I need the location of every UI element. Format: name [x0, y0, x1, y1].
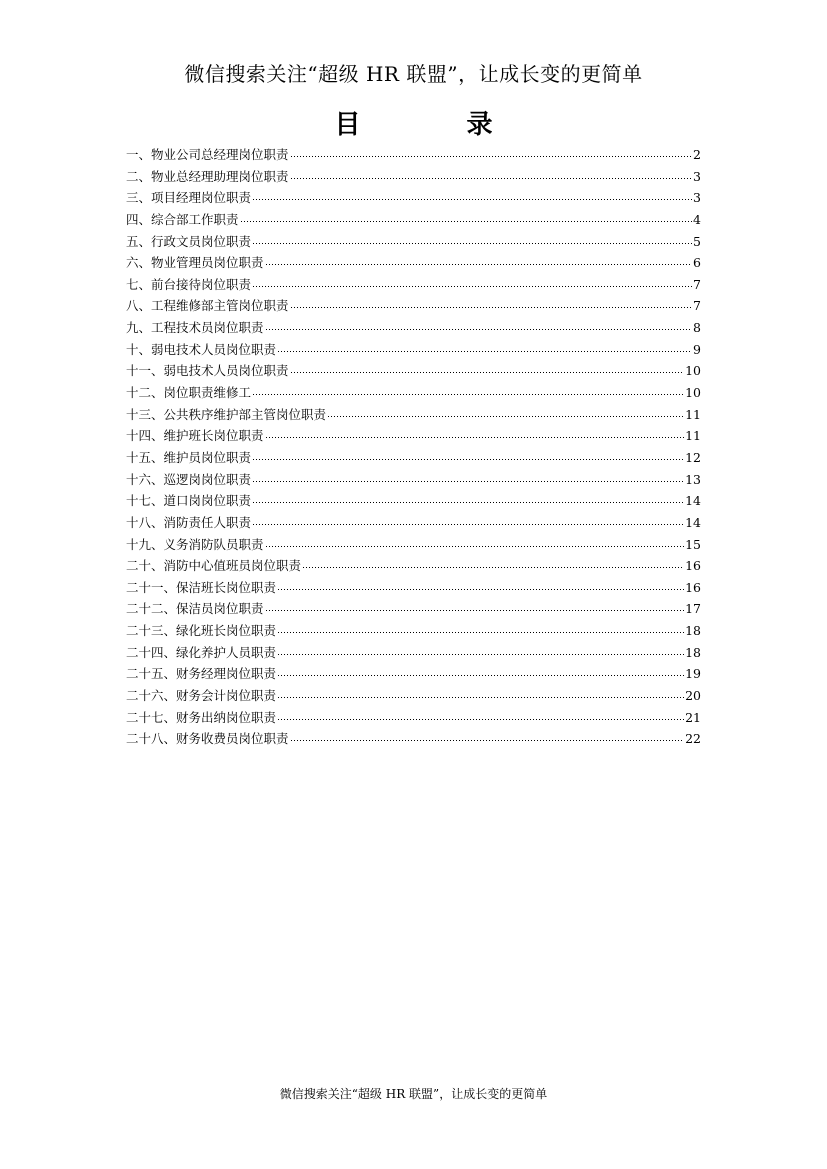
toc-entry-label: 六、物业管理员岗位职责: [126, 255, 264, 271]
page-footer: 微信搜索关注“超级 HR 联盟”，让成长变的更简单: [279, 1087, 548, 1101]
toc-dot-leader: [252, 189, 692, 201]
toc-entry-label: 二十二、保洁员岗位职责: [126, 601, 264, 617]
toc-dot-leader: [290, 146, 693, 158]
toc-entry-label: 十一、弱电技术人员岗位职责: [126, 363, 289, 379]
toc-entry-label: 二十、消防中心值班员岗位职责: [126, 558, 302, 574]
toc-entry-page: 20: [685, 688, 701, 704]
toc-entry-page: 14: [685, 493, 701, 509]
toc-entry[interactable]: [126, 232, 701, 254]
toc-dot-leader: [277, 687, 684, 699]
toc-dot-leader: [290, 362, 685, 374]
toc-entry-page: 12: [685, 449, 701, 465]
toc-dot-leader: [277, 644, 684, 656]
toc-entry[interactable]: [126, 470, 701, 492]
toc-dot-leader: [290, 168, 693, 180]
toc-entry-label: 十五、维护员岗位职责: [126, 449, 252, 465]
toc-dot-leader: [277, 665, 684, 677]
toc-entry[interactable]: [126, 275, 701, 297]
toc-dot-leader: [265, 427, 685, 439]
toc-entry[interactable]: [126, 145, 701, 167]
toc-entry[interactable]: [126, 535, 701, 557]
toc-dot-leader: [252, 276, 692, 288]
toc-title: 目 录: [334, 110, 533, 140]
toc-entry-label: 二十一、保洁班长岗位职责: [126, 579, 277, 595]
toc-entry-page: 11: [685, 406, 701, 422]
toc-entry-label: 十六、巡逻岗岗位职责: [126, 471, 252, 487]
toc-entry-label: 十二、岗位职责维修工: [126, 385, 252, 401]
toc-entry[interactable]: [126, 578, 701, 600]
toc-entry-page: 10: [685, 363, 701, 379]
toc-entry[interactable]: [126, 513, 701, 535]
toc-entry[interactable]: [126, 210, 701, 232]
toc-entry-label: 十、弱电技术人员岗位职责: [126, 341, 277, 357]
toc-entry-label: 九、工程技术员岗位职责: [126, 320, 264, 336]
toc-entry-label: 二十四、绿化养护人员职责: [126, 644, 277, 660]
toc-entry-label: 二十六、财务会计岗位职责: [126, 688, 277, 704]
toc-entry-label: 二十三、绿化班长岗位职责: [126, 623, 277, 639]
toc-entry[interactable]: [126, 686, 701, 708]
toc-entry[interactable]: [126, 491, 701, 513]
toc-dot-leader: [327, 406, 684, 418]
toc-entry[interactable]: [126, 340, 701, 362]
toc-entry-label: 八、工程维修部主管岗位职责: [126, 298, 289, 314]
toc-entry-label: 四、综合部工作职责: [126, 211, 239, 227]
toc-entry-page: 5: [693, 233, 701, 249]
toc-entry-page: 18: [685, 644, 701, 660]
toc-entry-label: 三、项目经理岗位职责: [126, 190, 252, 206]
toc-entry[interactable]: [126, 448, 701, 470]
toc-entry-page: 3: [693, 190, 701, 206]
toc-entry-page: 18: [685, 623, 701, 639]
toc-entry-page: 3: [693, 168, 701, 184]
toc-dot-leader: [240, 211, 693, 223]
toc-entry-page: 16: [685, 579, 701, 595]
toc-entry[interactable]: [126, 708, 701, 730]
toc-dot-leader: [277, 709, 684, 721]
toc-dot-leader: [302, 557, 684, 569]
toc-entry-label: 二、物业总经理助理岗位职责: [126, 168, 289, 184]
toc-dot-leader: [252, 471, 684, 483]
toc-dot-leader: [265, 319, 693, 331]
toc-entry-page: 7: [693, 298, 701, 314]
toc-dot-leader: [265, 600, 685, 612]
toc-entry-page: 15: [685, 536, 701, 552]
toc-entry[interactable]: [126, 405, 701, 427]
page-header: 微信搜索关注“超级 HR 联盟”，让成长变的更简单: [184, 62, 643, 86]
toc-entry-label: 十九、义务消防队员职责: [126, 536, 264, 552]
toc-entry-page: 22: [685, 731, 701, 747]
toc-entry-label: 十八、消防责任人职责: [126, 514, 252, 530]
toc-entry-page: 11: [685, 428, 701, 444]
toc-entry[interactable]: [126, 664, 701, 686]
toc-dot-leader: [252, 492, 684, 504]
toc-entry-page: 4: [693, 211, 701, 227]
toc-entry-label: 一、物业公司总经理岗位职责: [126, 147, 289, 162]
toc-entry-page: 17: [685, 601, 701, 617]
toc-entry-label: 十三、公共秩序维护部主管岗位职责: [126, 406, 327, 422]
toc-entry-page: 9: [693, 341, 701, 357]
toc-entry-label: 二十五、财务经理岗位职责: [126, 666, 277, 682]
toc-dot-leader: [265, 536, 685, 548]
toc-entry-page: 2: [693, 147, 701, 162]
toc-entry-page: 7: [693, 276, 701, 292]
toc-entry-label: 二十七、财务出纳岗位职责: [126, 709, 277, 725]
toc-entry-page: 6: [693, 255, 701, 271]
toc-entry[interactable]: [126, 599, 701, 621]
toc-entry[interactable]: [126, 556, 701, 578]
toc-dot-leader: [252, 384, 684, 396]
toc-entry-page: 16: [685, 558, 701, 574]
toc-entry-page: 8: [693, 320, 701, 336]
toc-dot-leader: [290, 297, 693, 309]
toc-entry-label: 五、行政文员岗位职责: [126, 233, 252, 249]
toc-entry-label: 七、前台接待岗位职责: [126, 276, 252, 292]
toc-entry-label: 十七、道口岗岗位职责: [126, 493, 252, 509]
toc-entry[interactable]: [126, 167, 701, 189]
toc-entry[interactable]: [126, 361, 701, 383]
toc-entry[interactable]: [126, 318, 701, 340]
toc-entry[interactable]: [126, 621, 701, 643]
toc-entry[interactable]: [126, 253, 701, 275]
toc-entry-page: 13: [685, 471, 701, 487]
toc-dot-leader: [252, 449, 684, 461]
toc-dot-leader: [277, 622, 684, 634]
table-of-contents: [126, 145, 701, 751]
toc-entry[interactable]: [126, 729, 701, 751]
toc-dot-leader: [265, 254, 693, 266]
toc-entry[interactable]: [126, 188, 701, 210]
toc-dot-leader: [277, 341, 692, 353]
toc-entry-label: 十四、维护班长岗位职责: [126, 428, 264, 444]
toc-entry[interactable]: [126, 383, 701, 405]
toc-entry[interactable]: [126, 296, 701, 318]
toc-dot-leader: [252, 514, 684, 526]
toc-entry-page: 21: [685, 709, 701, 725]
toc-entry-page: 10: [685, 385, 701, 401]
toc-dot-leader: [277, 579, 684, 591]
toc-dot-leader: [290, 730, 685, 742]
toc-entry-label: 二十八、财务收费员岗位职责: [126, 731, 289, 747]
toc-entry-page: 14: [685, 514, 701, 530]
toc-entry[interactable]: [126, 643, 701, 665]
toc-dot-leader: [252, 233, 692, 245]
toc-entry-page: 19: [685, 666, 701, 682]
toc-entry[interactable]: [126, 426, 701, 448]
